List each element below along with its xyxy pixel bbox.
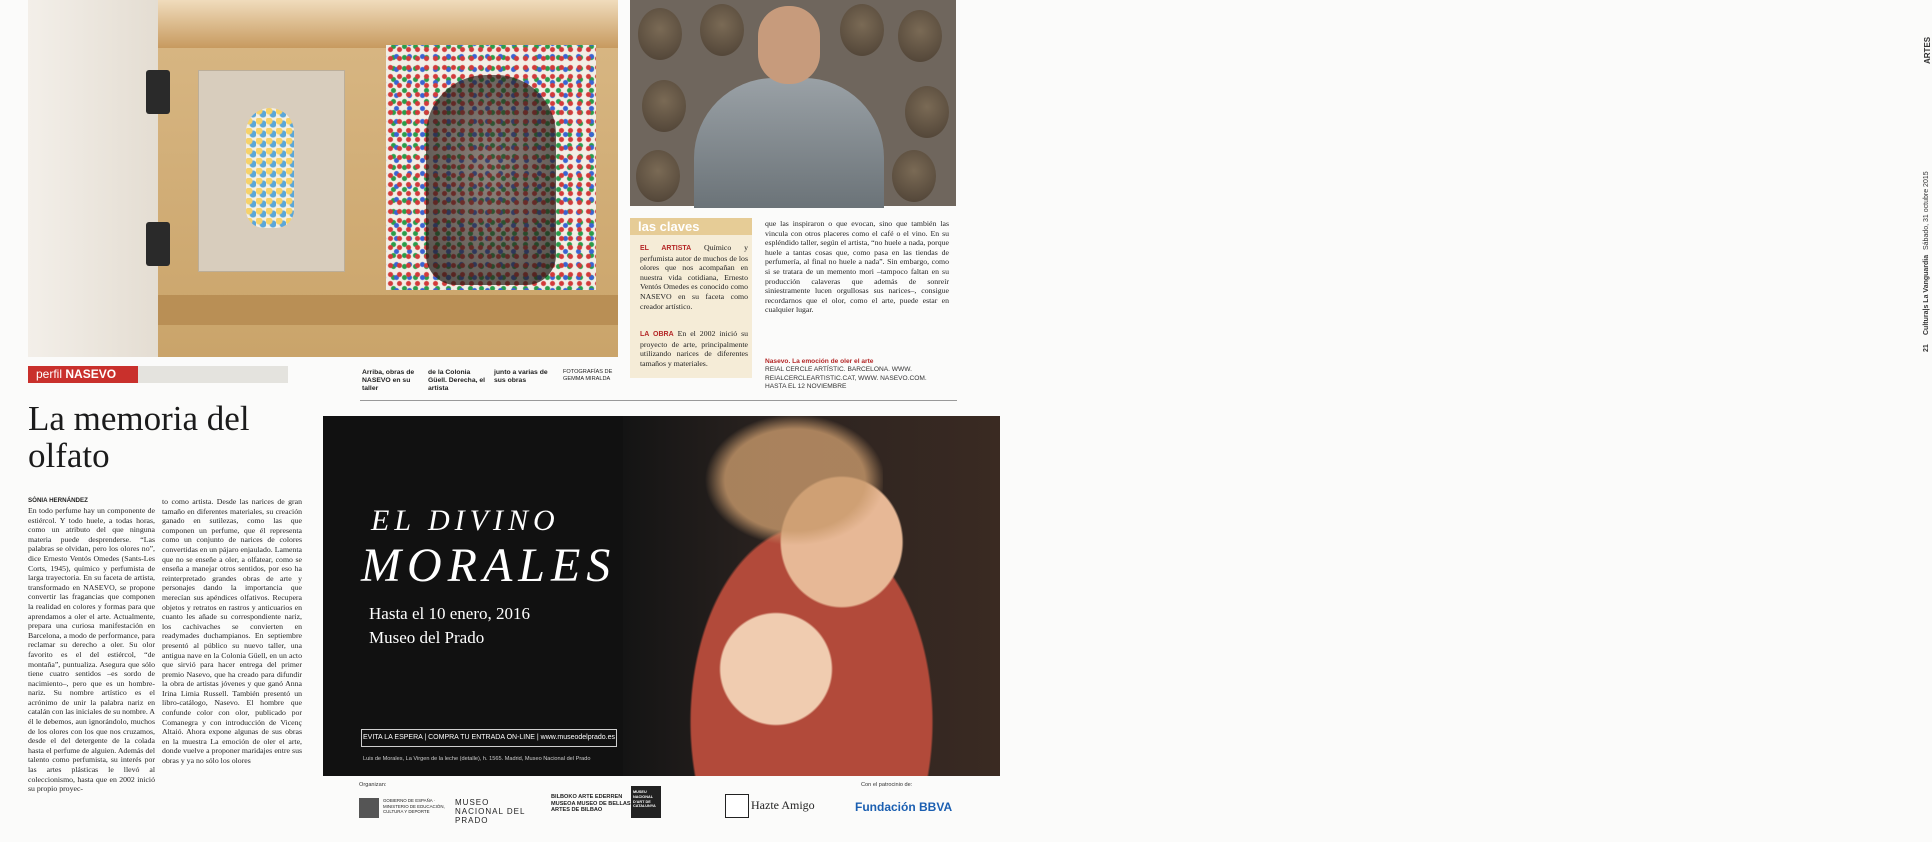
claves-title: las claves	[638, 219, 700, 234]
article-col2: to como artista. Desde las narices de gran tamaño en diferentes materiales, su creación ganado en sutilezas, como las que componen un perfume, que él representa como un conjunto de narices de colores convertidas en un pájaro enjaulado. Lamenta que no se enseñe a oler, a olfatear, como se enseña a manejar otros sentidos, por eso ha reinterpretado grandes obras de arte y personajes dando la importancia que merecían sus apéndices olfativos. Recupera objetos y retratos en rastros y anticuarios en cuanto les añade su correspondiente nariz, los cachivaches se convierten en readymades duchampianos. En septiembre presentó al público su nuevo taller, una antigua nave en la Colonia Güell, en un acto que sirvió para hacer entrega del primer premio Nasevo, que ha creado para difundir la obra de artistas jóvenes y que ganó Anna Irina Limia Russell. También presentó un libro-catálogo, Nasevo. El hombre que confunde color con olor, publicado por Comanegra y con introducción de Vicenç Altaió. Ahora expone algunas de sus obras en la muestra La emoción de oler el arte, donde vuelve a proponer maridajes entre sus obras y ya no sólo los olores	[162, 497, 302, 766]
ad-dates: Hasta el 10 enero, 2016	[369, 604, 530, 623]
perfil-heading	[36, 367, 116, 381]
hinge-icon	[146, 222, 170, 266]
nose-sculpture	[246, 108, 294, 228]
claves-artista	[640, 243, 748, 311]
caption-left: Arriba, obras de NASEVO en su taller	[362, 369, 415, 393]
logo-ministry: GOBIERNO DE ESPAÑA · MINISTERIO DE EDUCACIÓN, CULTURA Y DEPORTE	[383, 798, 445, 814]
artist-photo	[630, 0, 956, 206]
claves-obra	[640, 329, 748, 368]
exhibit-label: Nasevo. La emoción de oler el arte	[765, 358, 874, 365]
artista-text: Químico y perfumista autor de muchos de los olores que nos acompañan en nuestra vida cotidiana, Ernesto Ventós Omedes es conocido como NASEVO en su faceta como creador artístico.	[640, 243, 748, 311]
sidebar-text: que las inspiraron o que evocan, sino que también las vincula con otros placeres como el café o el vino. En su espléndido taller, según el artista, “no huele a nada, porque huele a tantas cosas que, como pasa en las tiendas de perfumería, al final no huele a nada”. Sin embargo, como si se tratara de un memento mori –tampoco faltan en su producción calaveras que además de sonreír siniestramente lucen orgullosas sus narices–, consigue recordarnos que el olor, como el arte, puede estar en cualquier lugar.	[765, 219, 949, 315]
mask-sculpture	[636, 150, 680, 202]
obra-text: En el 2002 inició su proyecto de arte, principalmente utilizando narices de diferentes tamaños y materiales.	[640, 329, 748, 368]
headline: La memoria del olfato	[28, 399, 250, 475]
perfil-name: NASEVO	[65, 367, 117, 381]
caption-middle: de la Colonia Güell. Derecha, el artista	[428, 369, 486, 393]
virgin-face	[663, 416, 883, 576]
painting-credit: Luis de Morales, La Virgen de la leche (detalle), h. 1565. Madrid, Museo Nacional del Prado	[363, 756, 591, 762]
divider	[360, 400, 957, 401]
crest-icon	[359, 798, 379, 818]
mask-sculpture	[892, 150, 936, 202]
byline: SÒNIA HERNÁNDEZ	[28, 497, 88, 504]
logo-hazte-amigo: Hazte Amigo	[751, 798, 815, 812]
organizers-label: Organizan:	[359, 782, 387, 788]
mask-sculpture	[840, 4, 884, 56]
page-side-strip	[957, 0, 1932, 400]
photo-credit: FOTOGRAFÍAS DE GEMMA MIRALDA	[563, 369, 613, 382]
cabinet-shelf	[158, 295, 618, 325]
ad-footer	[323, 776, 1000, 842]
exhibit-info	[765, 358, 949, 392]
artist-figure	[694, 78, 884, 208]
ad-title-line1: EL DIVINO	[371, 504, 560, 537]
logo-fundacion-bbva: Fundación BBVA	[855, 800, 953, 814]
prado-ad[interactable]	[323, 416, 1000, 842]
mask-sculpture	[638, 8, 682, 60]
ad-venue: Museo del Prado	[369, 628, 485, 647]
claves-box	[630, 235, 752, 378]
ticket-link[interactable]: EVITA LA ESPERA | COMPRA TU ENTRADA ON-LINE | www.museodelprado.es	[361, 729, 617, 747]
cabinet-photo	[28, 0, 618, 357]
mask-sculpture	[898, 10, 942, 62]
page-number: 21	[1923, 344, 1930, 352]
issue-date: Sábado, 31 octubre 2015	[1923, 171, 1930, 250]
hinge-icon	[146, 70, 170, 114]
artista-label: EL ARTISTA	[640, 245, 692, 252]
logo-bilbao: BILBOKO ARTE EDERREN MUSEOA MUSEO DE BELLAS ARTES DE BILBAO	[551, 794, 631, 814]
exhibit-details: REIAL CERCLE ARTÍSTIC. BARCELONA. WWW. REIALCERCLEARTISTIC.CAT, WWW. NASEVO.COM. HASTA EL 12 NOVIEMBRE	[765, 366, 927, 391]
section-label: ARTES	[1923, 36, 1932, 64]
logo-mnac: MUSEU NACIONAL D'ART DE CATALUNYA	[633, 790, 656, 809]
ad-title-line2: MORALES	[361, 539, 617, 592]
perfil-label: perfil	[36, 367, 63, 381]
artist-head	[758, 6, 820, 84]
caption-right: junto a varias de sus obras	[494, 369, 548, 385]
child-figure	[713, 606, 853, 746]
cabinet-top	[158, 0, 618, 48]
hazte-amigo-icon	[725, 794, 749, 818]
mask-sculpture	[642, 80, 686, 132]
article-col1: En todo perfume hay un componente de estiércol. Y todo huele, a todas horas, como un atributo del que ninguna materia puede desprenderse. “Las palabras se olvidan, pero los olores no”, dice Ernesto Ventós Omedes (Sants-Les Corts, 1945), químico y perfumista de larga trayectoria. En su faceta de artista, transformado en NASEVO, se propone convertir las fragancias que componen la realidad en colores y formas para que aprendamos a oler el arte. Actualmente, prepara una curiosa manifestación en Barcelona, a modo de performance, para reclamar su derecho a oler. Su olor favorito es el del estiércol, “de montaña”, puntualiza. Asegura que sólo tiene cuatro sentidos –es sordo de nacimiento–, pero que es un hombre-nariz. Su nombre artístico es el acrónimo de unir la palabra nariz en catalán con las iniciales de su nombre. A él le debemos, aun ignorándolo, muchos de los olores con los que nos cruzamos, desde el del detergente de la colada hasta el perfume de alguien. Además del talento como perfumista, su interés por las artes plásticas le llevó al coleccionismo, hasta que en 2002 inició su propio proyec-	[28, 506, 155, 794]
mask-sculpture	[905, 86, 949, 138]
logo-prado: MUSEO NACIONAL DEL PRADO	[455, 798, 526, 825]
portrait-face	[426, 75, 556, 285]
sponsor-label: Con el patrocinio de:	[861, 782, 913, 788]
mask-sculpture	[700, 4, 744, 56]
cabinet-door	[28, 0, 158, 357]
paper-name: Cultura|s La Vanguardia	[1923, 254, 1930, 335]
obra-label: LA OBRA	[640, 331, 674, 338]
